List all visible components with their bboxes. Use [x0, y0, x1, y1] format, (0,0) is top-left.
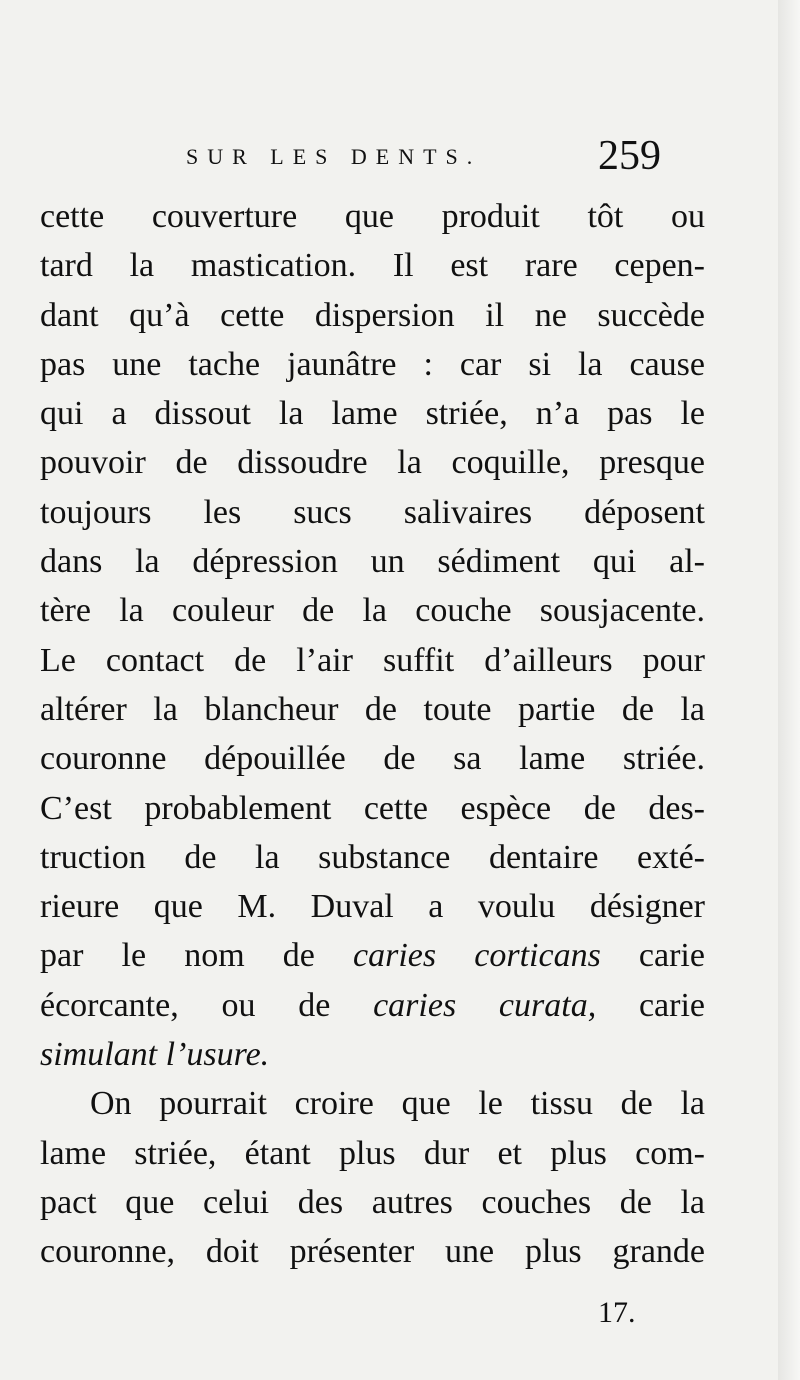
- text-line: [40, 291, 705, 340]
- line-text: rieure que M. Duval a voulu désigner: [40, 888, 705, 926]
- body-text: [40, 192, 705, 1277]
- text-line: [40, 1129, 705, 1178]
- line-text: carie: [600, 937, 705, 975]
- line-text: C’est probablement cette espèce de des-: [40, 789, 705, 827]
- line-text: carie: [596, 986, 705, 1024]
- text-line: [40, 488, 705, 537]
- text-line: [40, 340, 705, 389]
- line-text: couronne dépouillée de sa lame striée.: [40, 740, 705, 778]
- line-text: tard la mastication. Il est rare cepen-: [40, 247, 705, 285]
- line-text: dant qu’à cette dispersion il ne succède: [40, 296, 705, 334]
- text-line: [40, 1079, 705, 1128]
- line-text: toujours les sucs salivaires déposent: [40, 493, 705, 531]
- page-number: 259: [598, 133, 661, 179]
- italic-term: caries corticans: [353, 937, 601, 975]
- text-line: [40, 636, 705, 685]
- line-text: lame striée, étant plus dur et plus com-: [40, 1134, 705, 1172]
- text-line: [40, 192, 705, 241]
- line-text: couronne, doit présenter une plus grande: [40, 1233, 705, 1271]
- line-text: dans la dépression un sédiment qui al-: [40, 543, 705, 581]
- line-text: par le nom de: [40, 937, 354, 975]
- line-text: truction de la substance dentaire exté-: [40, 838, 705, 876]
- text-line: [40, 981, 705, 1030]
- line-text: écorcante, ou de: [40, 986, 374, 1024]
- italic-term: simulant l’usure.: [40, 1036, 270, 1074]
- page-edge: [778, 0, 800, 1380]
- text-line: [40, 438, 705, 487]
- italic-term: caries curata,: [373, 986, 597, 1024]
- line-text: cette couverture que produit tôt ou: [40, 198, 705, 235]
- text-line: [40, 389, 705, 438]
- text-line: [40, 586, 705, 635]
- text-line: [40, 833, 705, 882]
- text-line: [40, 784, 705, 833]
- text-line: [40, 1030, 705, 1079]
- running-title: SUR LES DENTS.: [186, 144, 482, 169]
- running-head: [0, 132, 800, 179]
- text-line: [40, 537, 705, 586]
- line-text: qui a dissout la lame striée, n’a pas le: [40, 395, 705, 433]
- text-line: [40, 1178, 705, 1227]
- text-line: [40, 685, 705, 734]
- line-text: On pourrait croire que le tissu de la: [90, 1085, 705, 1123]
- text-line: [40, 882, 705, 931]
- line-text: altérer la blancheur de toute partie de la: [40, 690, 705, 728]
- text-line: [40, 931, 705, 980]
- text-line: [40, 734, 705, 783]
- line-text: pas une tache jaunâtre : car si la cause: [40, 345, 705, 383]
- line-text: pouvoir de dissoudre la coquille, presque: [40, 444, 705, 482]
- text-line: [40, 1227, 705, 1276]
- line-text: pact que celui des autres couches de la: [40, 1183, 705, 1221]
- line-text: tère la couleur de la couche sousjacente.: [40, 592, 705, 630]
- line-text: Le contact de l’air suffit d’ailleurs pour: [40, 641, 705, 679]
- text-line: [40, 241, 705, 290]
- signature-mark: 17.: [598, 1296, 636, 1329]
